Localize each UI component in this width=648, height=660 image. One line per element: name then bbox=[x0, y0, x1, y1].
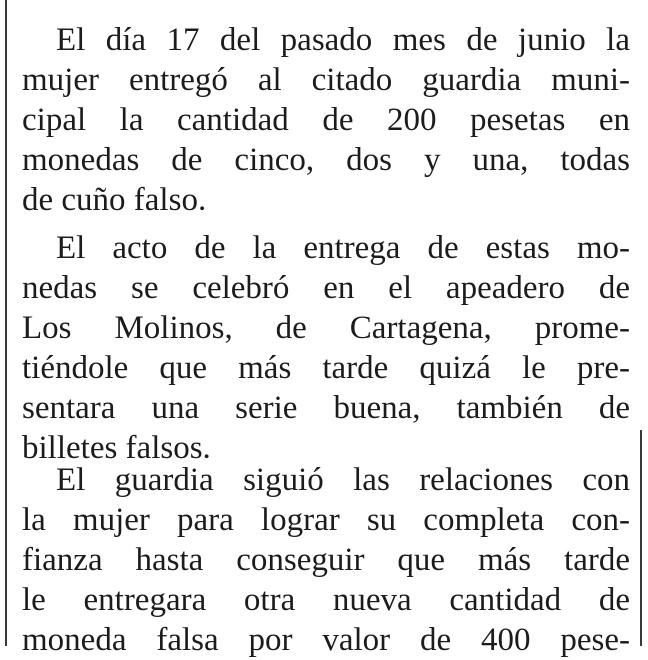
text-line: El acto de la entrega de estas mo- bbox=[56, 230, 630, 266]
text-line: mujer entregó al citado guardia muni- bbox=[22, 62, 630, 98]
text-line: El guardia siguió las relaciones con bbox=[56, 462, 630, 498]
column-rule-left bbox=[5, 0, 7, 646]
text-line: billetes falsos. bbox=[22, 430, 211, 466]
text-line: cipal la cantidad de 200 pesetas en bbox=[22, 102, 630, 138]
column-rule-right bbox=[640, 430, 642, 646]
text-line: nedas se celebró en el apeadero de bbox=[22, 270, 630, 306]
text-line: fianza hasta conseguir que más tarde bbox=[22, 542, 630, 578]
text-line: moneda falsa por valor de 400 pese- bbox=[22, 622, 630, 658]
text-line: Los Molinos, de Cartagena, prome- bbox=[22, 310, 630, 346]
text-line: de cuño falso. bbox=[22, 182, 207, 218]
text-line: monedas de cinco, dos y una, todas bbox=[22, 142, 630, 178]
text-line: El día 17 del pasado mes de junio la bbox=[56, 22, 630, 58]
text-line: le entregara otra nueva cantidad de bbox=[22, 582, 630, 618]
text-line: tiéndole que más tarde quizá le pre- bbox=[22, 350, 630, 386]
text-line: sentara una serie buena, también de bbox=[22, 390, 630, 426]
text-line: la mujer para lograr su completa con- bbox=[22, 502, 630, 538]
